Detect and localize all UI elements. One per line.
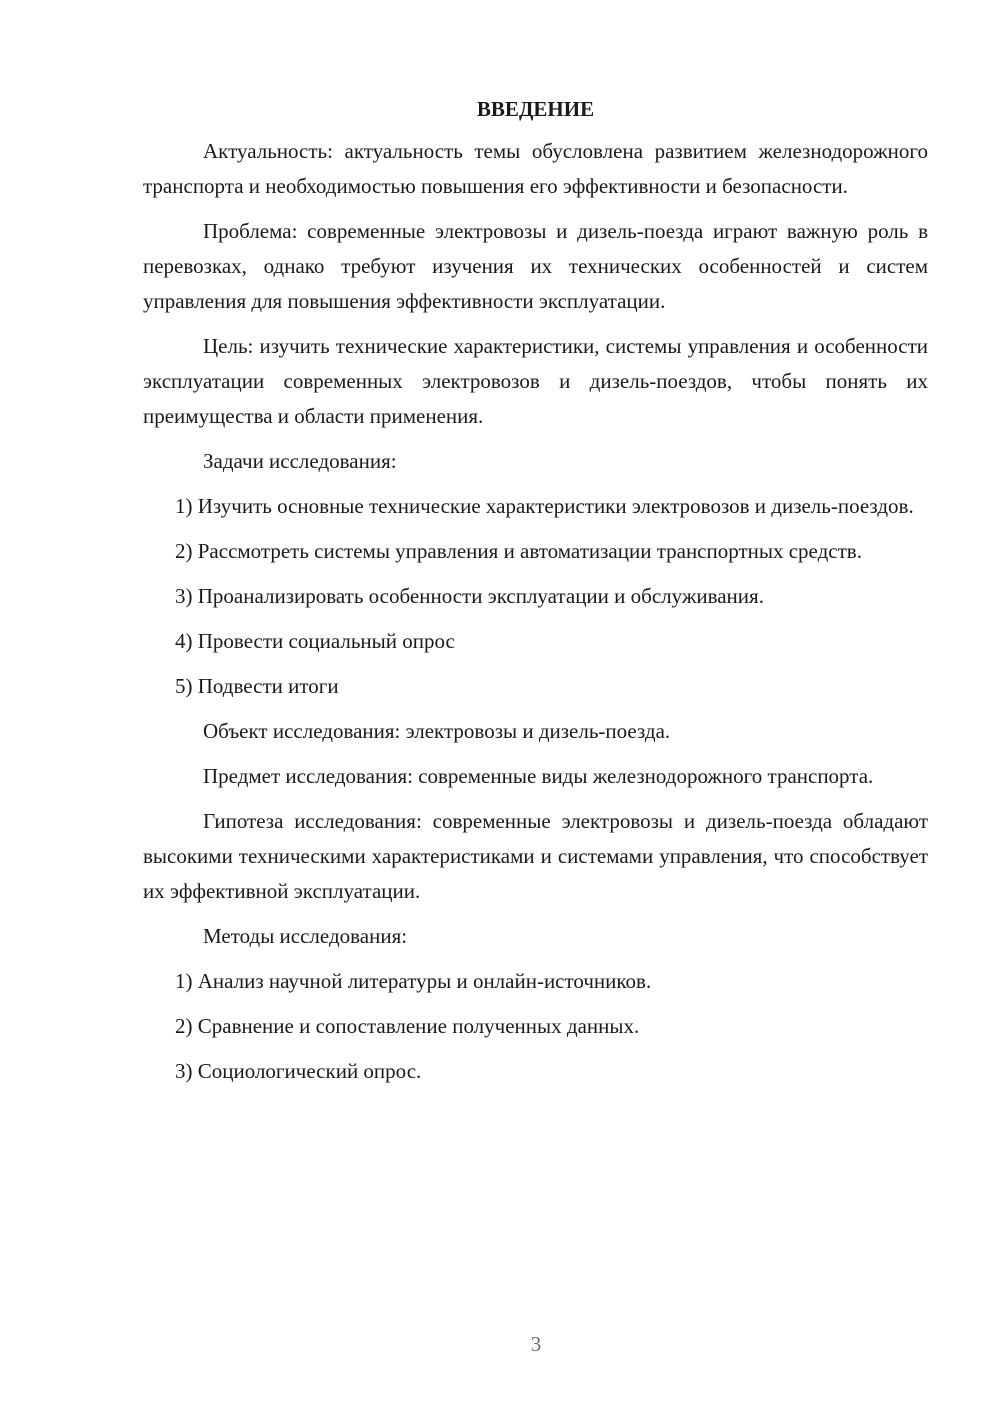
method-item-1: 1) Анализ научной литературы и онлайн-источников. [175, 969, 652, 993]
task-item-4: 4) Провести социальный опрос [175, 629, 455, 653]
goal-paragraph: Цель: изучить технические характеристики, системы управления и особенности эксплуатации современных электровозов и дизель-поездов, чтобы понять их преимущества и области применения. [143, 334, 928, 428]
task-item-2: 2) Рассмотреть системы управления и автоматизации транспортных средств. [175, 539, 862, 563]
problem-paragraph: Проблема: современные электровозы и дизель-поезда играют важную роль в перевозках, однако требуют изучения их технических особенностей и систем управления для повышения эффективности эксплуатации. [143, 219, 928, 313]
task-item-3: 3) Проанализировать особенности эксплуатации и обслуживания. [175, 584, 764, 608]
hypothesis-paragraph: Гипотеза исследования: современные электровозы и дизель-поезда обладают высокими техническими характеристиками и системами управления, что способствует их эффективной эксплуатации. [143, 809, 928, 903]
page-number: 3 [530, 1332, 542, 1356]
task-item-1: 1) Изучить основные технические характеристики электровозов и дизель-поездов. [175, 494, 914, 518]
subject-paragraph: Предмет исследования: современные виды железнодорожного транспорта. [203, 764, 874, 788]
task-item-5: 5) Подвести итоги [175, 674, 339, 698]
document-page [143, 92, 928, 1099]
method-item-2: 2) Сравнение и сопоставление полученных данных. [175, 1014, 640, 1038]
section-title: ВВЕДЕНИЕ [476, 97, 595, 121]
method-item-3: 3) Социологический опрос. [175, 1059, 422, 1083]
methods-heading: Методы исследования: [203, 924, 408, 948]
relevance-paragraph: Актуальность: актуальность темы обусловлена развитием железнодорожного транспорта и необходимостью повышения его эффективности и безопасности. [143, 139, 928, 198]
object-paragraph: Объект исследования: электровозы и дизель-поезда. [203, 719, 671, 743]
tasks-heading: Задачи исследования: [203, 449, 397, 473]
